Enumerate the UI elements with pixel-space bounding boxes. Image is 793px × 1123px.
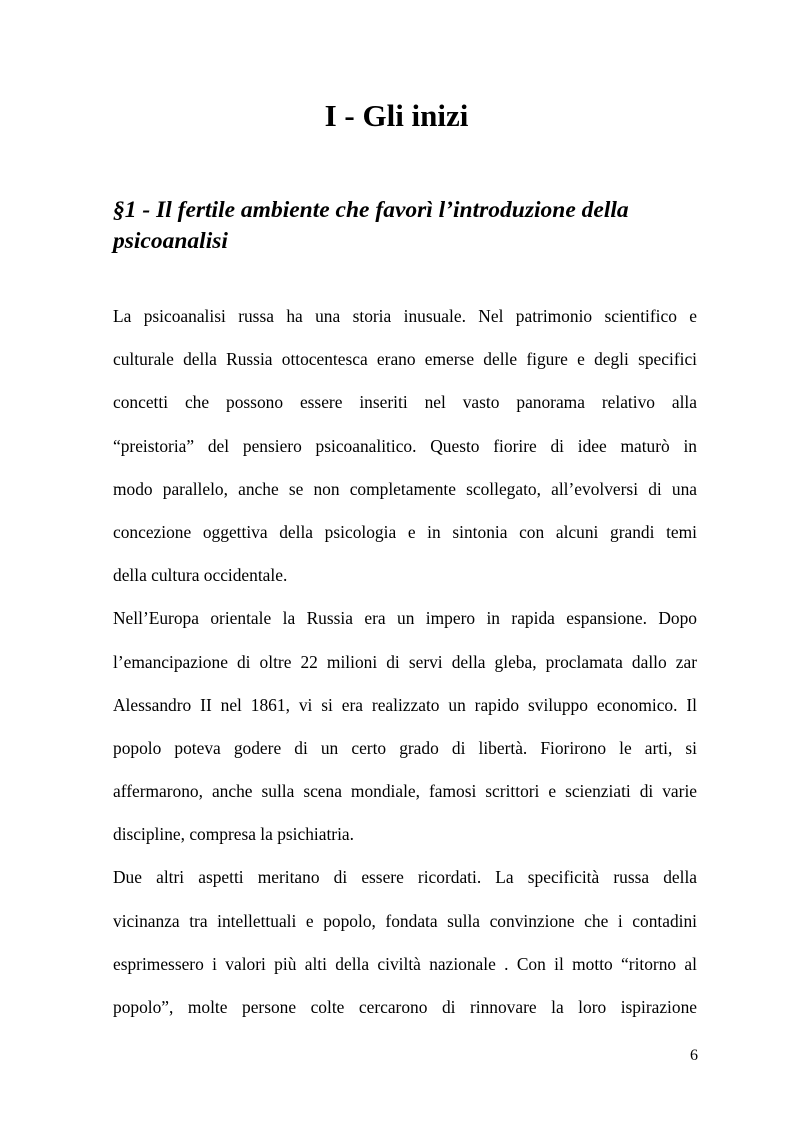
paragraph-line: La psicoanalisi russa ha una storia inusuale. Nel patrimonio scientifico e	[113, 306, 697, 326]
paragraph-line: concezione oggettiva della psicologia e in sintonia con alcuni grandi temi	[113, 521, 697, 542]
paragraph-line: popolo poteva godere di un certo grado di libertà. Fiorirono le arti, si	[113, 737, 697, 758]
paragraph-line: popolo”, molte persone colte cercarono di rinnovare la loro ispirazione	[113, 997, 697, 1017]
chapter-title: I - Gli inizi	[324, 98, 469, 133]
paragraph-line: affermarono, anche sulla scena mondiale, famosi scrittori e scienziati di varie	[113, 781, 697, 802]
paragraph-line: della cultura occidentale.	[113, 565, 288, 586]
paragraph-line: modo parallelo, anche se non completamente scollegato, all’evolversi di una	[113, 478, 697, 499]
paragraph-line: “preistoria” del pensiero psicoanalitico. Questo fiorire di idee maturò in	[113, 435, 697, 456]
paragraph-line: esprimessero i valori più alti della civiltà nazionale . Con il motto “ritorno al	[113, 953, 697, 974]
paragraph-line: Due altri aspetti meritano di essere ricordati. La specificità russa della	[113, 867, 697, 888]
body-text	[113, 295, 697, 1029]
paragraph-line: discipline, compresa la psichiatria.	[113, 824, 354, 845]
paragraph-line: l’emancipazione di oltre 22 milioni di servi della gleba, proclamata dallo zar	[113, 651, 697, 672]
section-title-line: psicoanalisi	[113, 228, 228, 254]
page-number: 6	[690, 1047, 698, 1064]
section-title	[113, 195, 698, 257]
paragraph-line: culturale della Russia ottocentesca erano emerse delle figure e degli specifici	[113, 349, 697, 370]
paragraph-line: Nell’Europa orientale la Russia era un impero in rapida espansione. Dopo	[113, 608, 697, 629]
paragraph-line: concetti che possono essere inseriti nel vasto panorama relativo alla	[113, 392, 697, 413]
paragraph-line: Alessandro II nel 1861, vi si era realizzato un rapido sviluppo economico. Il	[113, 694, 697, 715]
paragraph-line: vicinanza tra intellettuali e popolo, fondata sulla convinzione che i contadini	[113, 910, 697, 931]
section-title-line: §1 - Il fertile ambiente che favorì l’introduzione della	[113, 197, 629, 223]
